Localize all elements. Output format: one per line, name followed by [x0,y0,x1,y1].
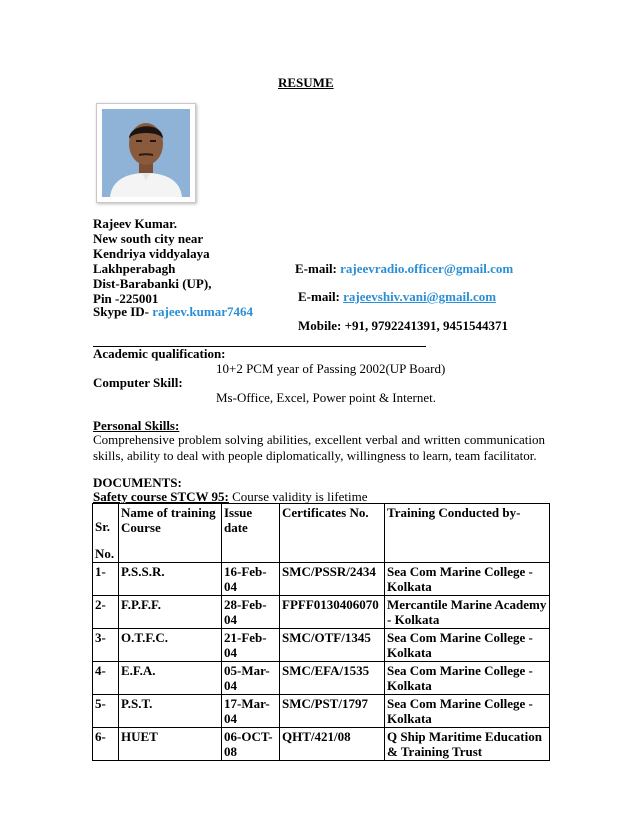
cell-course: O.T.F.C. [119,629,222,662]
skype-line [93,304,253,320]
email-label: E-mail: [295,261,337,276]
cell-sr: 3- [93,629,119,662]
table-row [93,629,550,662]
header-sr-bottom: No. [95,546,115,561]
address-line: Pin -225001 [93,291,159,306]
header-cert: Certificates No. [280,504,385,563]
cell-sr: 6- [93,728,119,761]
cell-course: F.P.F.F. [119,596,222,629]
header-by: Training Conducted by- [385,504,550,563]
table-header-row [93,504,550,563]
page-title: RESUME [278,75,334,90]
computer-heading: Computer Skill: [93,375,183,390]
cell-course: E.F.A. [119,662,222,695]
cell-by: Sea Com Marine College - Kolkata [385,563,550,596]
cell-by: Sea Com Marine College - Kolkata [385,629,550,662]
address-line: Dist-Barabanki (UP), [93,276,212,291]
email-line-1 [295,261,513,277]
table-row [93,728,550,761]
header-sr-top: Sr. [95,519,111,534]
mobile-number: Mobile: +91, 9792241391, 9451544371 [298,318,508,333]
address-line: New south city near [93,231,204,246]
cell-by: Sea Com Marine College - Kolkata [385,662,550,695]
email-label: E-mail: [298,289,340,304]
address-line: Kendriya viddyalaya [93,246,210,261]
personal-heading: Personal Skills: [93,418,180,433]
cell-cert: SMC/EFA/1535 [280,662,385,695]
skype-id[interactable]: rajeev.kumar7464 [152,304,253,319]
academic-heading: Academic qualification: [93,346,226,361]
cell-course: HUET [119,728,222,761]
cell-date: 06-OCT-08 [222,728,280,761]
cell-cert: SMC/OTF/1345 [280,629,385,662]
cell-sr: 5- [93,695,119,728]
safety-course-label: Safety course STCW 95: [93,489,229,504]
academic-value: 10+2 PCM year of Passing 2002(UP Board) [216,361,446,376]
address-line: Lakhperabagh [93,261,176,276]
contact-name: Rajeev Kumar. [93,216,178,231]
skype-label: Skype ID- [93,304,149,319]
header-date: Issue date [222,504,280,563]
table-row [93,695,550,728]
cell-cert: SMC/PST/1797 [280,695,385,728]
table-row [93,596,550,629]
personal-text: Comprehensive problem solving abilities, excellent verbal and written communication skills, ability to deal with people diplomatically, willingness to learn, team facilitator. [93,432,545,463]
cell-date: 21-Feb-04 [222,629,280,662]
email-link-2[interactable]: rajeevshiv.vani@gmail.com [343,289,497,304]
cell-sr: 2- [93,596,119,629]
cell-by: Q Ship Maritime Education & Training Trust [385,728,550,761]
cell-by: Sea Com Marine College - Kolkata [385,695,550,728]
cell-cert: FPFF0130406070 [280,596,385,629]
cell-course: P.S.T. [119,695,222,728]
cell-date: 05-Mar-04 [222,662,280,695]
safety-course-text: Course validity is lifetime [228,489,368,504]
computer-value: Ms-Office, Excel, Power point & Internet. [216,390,436,405]
header-course: Name of training Course [119,504,222,563]
documents-heading: DOCUMENTS: [93,475,182,490]
email-link-1[interactable]: rajeevradio.officer@gmail.com [340,261,514,276]
email-line-2 [298,289,496,305]
cell-date: 16-Feb-04 [222,563,280,596]
cell-date: 28-Feb-04 [222,596,280,629]
table-row [93,662,550,695]
cell-sr: 4- [93,662,119,695]
cell-cert: QHT/421/08 [280,728,385,761]
person-photo-icon [102,109,190,197]
header-sr [93,504,119,563]
cell-by: Mercantile Marine Academy - Kolkata [385,596,550,629]
documents-table [92,503,550,761]
cell-cert: SMC/PSSR/2434 [280,563,385,596]
table-row [93,563,550,596]
profile-photo [96,103,196,203]
cell-date: 17-Mar-04 [222,695,280,728]
cell-course: P.S.S.R. [119,563,222,596]
cell-sr: 1- [93,563,119,596]
